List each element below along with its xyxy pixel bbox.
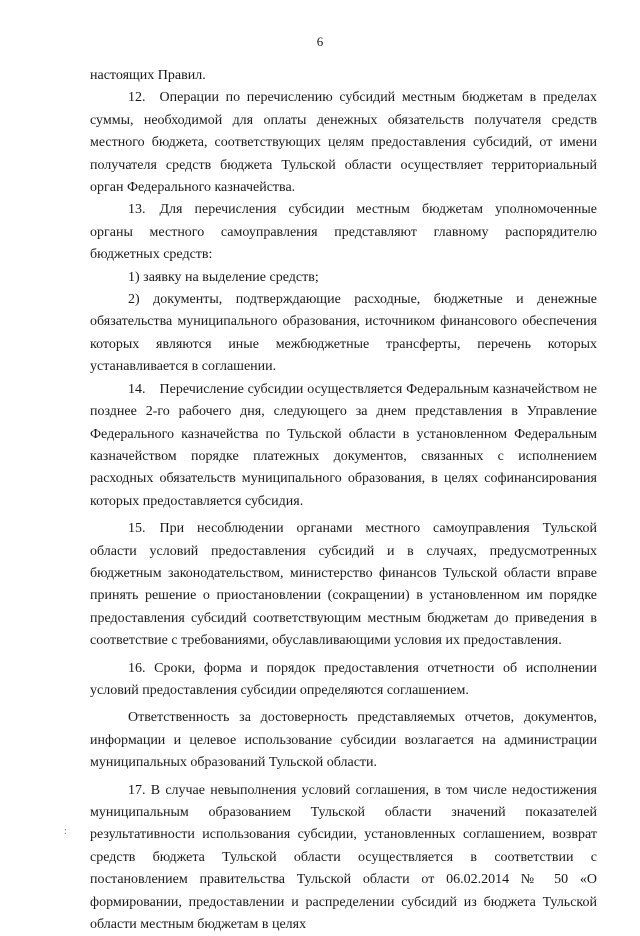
scan-margin-mark: : (64, 826, 67, 837)
paragraph-12: 12. Операции по перечислению субсидий местным бюджетам в пределах суммы, необходимой для оплаты денежных обязательств получателя средств местного бюджета, соответствующих целям предоставления субсидий, от имени получателя средств бюджета Тульской области осуществляет территориальный орган Федерального казначейства. (90, 90, 597, 196)
document-body (90, 65, 597, 936)
paragraph-13-item-2: 2) документы, подтверждающие расходные, бюджетные и денежные обязательства муниципального образования, источником финансового обеспечения которых являются иные межбюджетные трансферты, перечень которых устанавливается в соглашении. (90, 292, 597, 375)
paragraph-responsibility: Ответственность за достоверность представляемых отчетов, документов, информации и целевое использование субсидии возлагается на администрации муниципальных образований Тульской области. (90, 710, 597, 771)
paragraph-17: 17. В случае невыполнения условий соглашения, в том числе недостижения муниципальным образованием Тульской области значений показателей результативности использования субсидии, установленных соглашением, возврат средств бюджета Тульской области осуществляется в соответствии с постановлением правительства Тульской области от 06.02.2014 № 50 «О формировании, предоставлении и распределении субсидий из бюджета Тульской области местным бюджетам в целях (90, 782, 597, 933)
paragraph-13-item-1: 1) заявку на выделение средств; (128, 269, 319, 285)
paragraph-16: 16. Сроки, форма и порядок предоставления отчетности об исполнении условий предоставления субсидии определяются соглашением. (90, 660, 597, 698)
paragraph-14: 14. Перечисление субсидии осуществляется Федеральным казначейством не позднее 2-го рабочего дня, следующего за днем представления в Управление Федерального казначейства по Тульской области в установленном Федеральным казначейством порядке платежных документов, связанных с исполнением расходных обязательств муниципального образования, в целях софинансирования которых предоставляется субсидия. (90, 381, 597, 509)
paragraph-13: 13. Для перечисления субсидии местным бюджетам уполномоченные органы местного самоуправления представляют главному распорядителю бюджетных средств: (90, 202, 597, 263)
paragraph-15: 15. При несоблюдении органами местного самоуправления Тульской области условий предоставления субсидий и в случаях, предусмотренных бюджетным законодательством, министерство финансов Тульской области вправе принять решение о приостановлении (сокращении) в установленном им порядке предоставления субсидий соответствующим местным бюджетам до приведения в соответствие с требованиями, обуславливающими условия их предоставления. (90, 521, 597, 649)
paragraph-continuation: настоящих Правил. (90, 68, 206, 83)
page-number: 6 (316, 34, 324, 49)
